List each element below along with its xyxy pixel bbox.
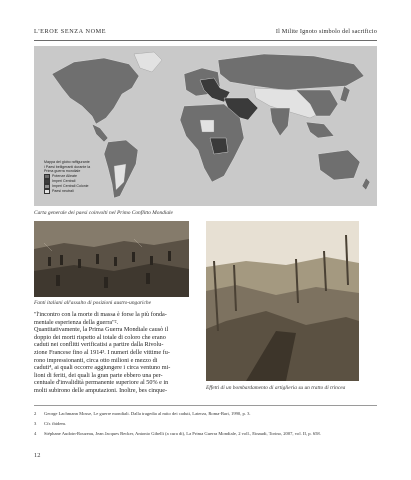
australia-shape xyxy=(318,150,360,180)
russia-shape xyxy=(218,54,364,90)
north-america-shape xyxy=(52,58,139,124)
trench-photo-svg xyxy=(206,221,359,381)
infantry-assault-photo xyxy=(34,221,189,297)
legend-item: Paesi neutrali xyxy=(44,189,154,194)
legend-item: Potenze Alleate xyxy=(44,174,154,179)
legend-item: Imperi Centrali Colonie xyxy=(44,184,154,189)
footnote-text: Cfr. ibidem. xyxy=(44,421,67,426)
footnote-number: 3 xyxy=(34,421,37,426)
central-america-shape xyxy=(92,124,108,142)
running-header xyxy=(34,28,377,40)
body-line: Quantitativamente, la Prima Guerra Mondiale causò il xyxy=(34,326,169,334)
photo1-caption: Fanti italiani all'assalto di posizioni austro-ungariche xyxy=(34,300,152,306)
body-line: zione Francese fino al 1914³. I numeri delle vittime fu- xyxy=(34,348,170,356)
footnote-text: George Lachmann Mosse, Le guerre mondiali. Dalla tragedia al mito dei caduti, Laterza, Roma-Bari, 1990, p. 3. xyxy=(44,411,251,416)
page-number: 12 xyxy=(34,452,41,459)
body-line: molti subirono delle amputazioni. Inoltre, bes cinque- xyxy=(34,386,167,394)
footnote-rule xyxy=(34,405,377,406)
legend-item: Prima guerra mondiale xyxy=(44,169,81,174)
legend-item: i Paesi belligeranti durante la xyxy=(44,164,91,169)
footnote xyxy=(34,429,377,439)
map-legend xyxy=(44,160,154,194)
africa-neutral xyxy=(200,120,214,132)
india-shape xyxy=(270,108,290,136)
body-line: rono impressionanti, circa otto milioni e mezzo di xyxy=(34,356,158,364)
greenland-shape xyxy=(134,52,162,72)
header-rule xyxy=(34,40,377,41)
japan-shape xyxy=(340,86,350,102)
world-map-figure xyxy=(34,46,377,206)
body-line: lioni di feriti, dei quali la gran parte ebbero una per- xyxy=(34,371,163,379)
footnote-number: 4 xyxy=(34,431,37,436)
body-line: mentale esperienza della guerra"². xyxy=(34,318,119,326)
footnote-text: Stéphane Audoin-Rouzeau, Jean Jacques Becker, Antonio Gibelli (a cura di), La Prima Guerra Mondiale, 2 voll., Einaudi, Torino, 2007, vol. II, p. 658. xyxy=(44,431,321,436)
body-line: caduti nei conflitti verificatisi a partire dalla Rivolu- xyxy=(34,341,164,349)
footnote xyxy=(34,409,377,419)
body-line: caduti⁴, ai quali occorre aggiungere i circa ventuno mi- xyxy=(34,364,171,372)
infantry-photo-svg xyxy=(34,221,189,297)
body-line: centuale d'invalidità permanente superiore al 50% e in xyxy=(34,379,169,387)
southeast-asia-shape xyxy=(306,122,334,138)
photo2-caption: Effetti di un bombardamento di artiglieria su un tratto di trincea xyxy=(206,385,346,391)
footnote-number: 2 xyxy=(34,411,37,416)
body-paragraph xyxy=(34,311,189,395)
footnote xyxy=(34,419,377,429)
legend-swatch xyxy=(44,189,50,194)
footnotes xyxy=(34,409,377,439)
header-chapter-title: Il Milite Ignoto simbolo del sacrificio xyxy=(275,28,377,35)
map-caption: Carta generale dei paesi coinvolti nel Primo Conflitto Mondiale xyxy=(34,210,173,216)
body-line: doppio dei morti rispetto al totale di coloro che erano xyxy=(34,333,166,341)
trench-bombardment-photo xyxy=(206,221,359,381)
legend-item: Imperi Centrali xyxy=(44,179,154,184)
body-line: "l'incontro con la morte di massa è forse la più fonda- xyxy=(34,311,167,318)
legend-title: Mappa del globo raffigurante xyxy=(44,160,90,164)
new-zealand-shape xyxy=(362,178,370,190)
header-book-title: L'EROE SENZA NOME xyxy=(34,28,107,35)
